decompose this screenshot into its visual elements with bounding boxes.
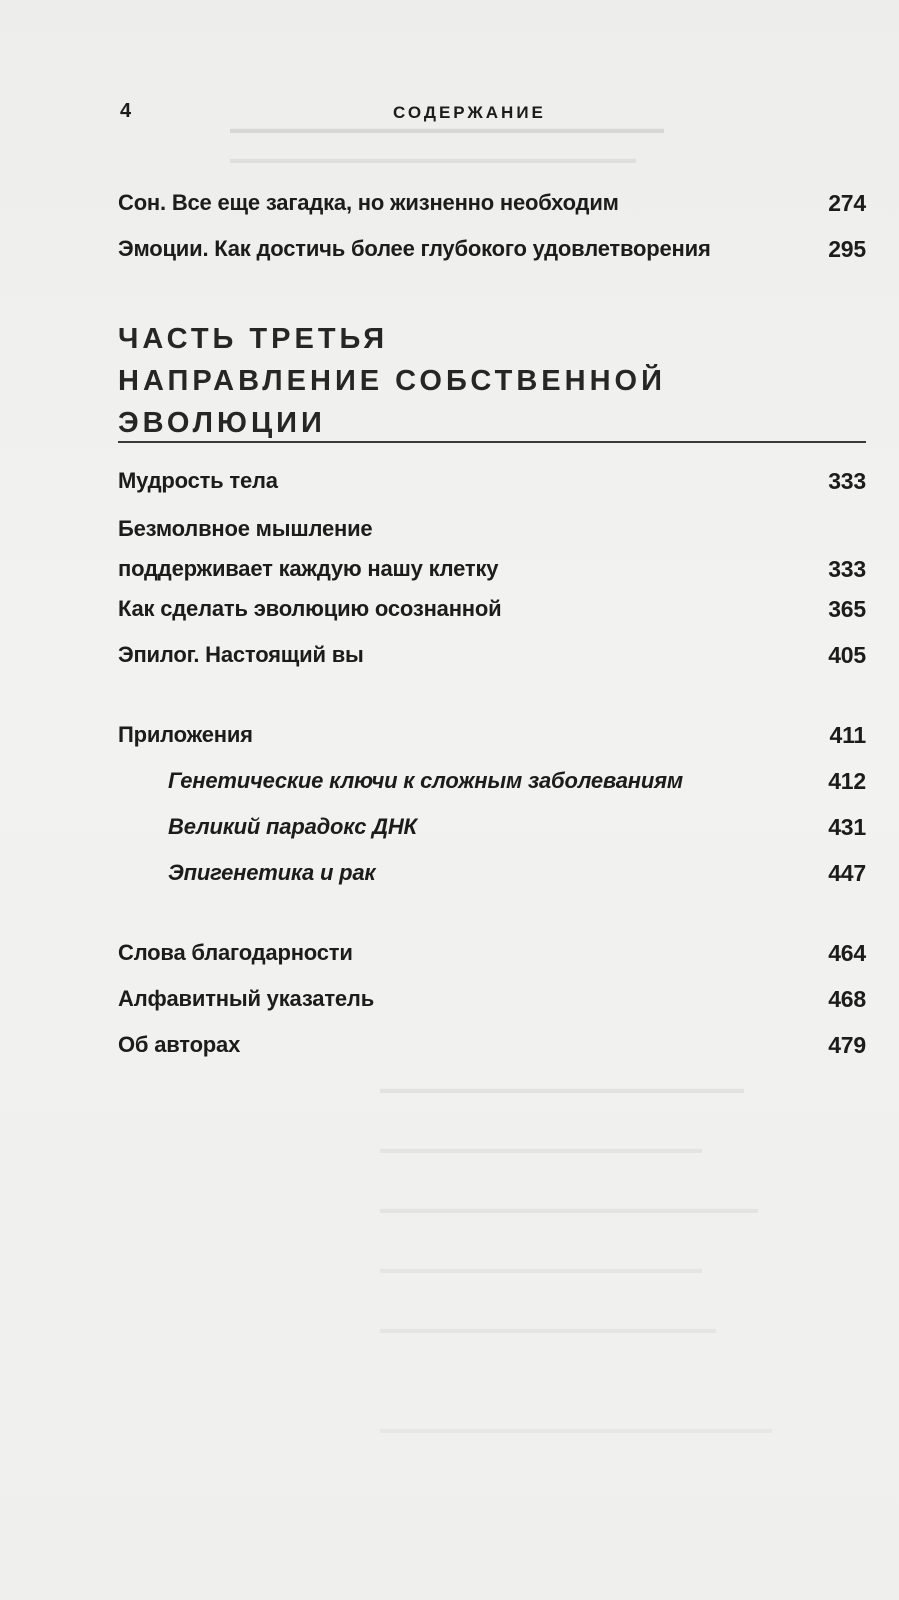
toc-entry[interactable] [118,592,866,626]
toc-entry-page: 274 [828,190,866,216]
toc-entry-page: 295 [828,236,866,262]
toc-entry-title: Сон. Все еще загадка, но жизненно необходим [118,190,619,215]
toc-entry[interactable] [118,232,866,266]
toc-entry[interactable] [118,638,866,672]
toc-entry-title: Эпилог. Настоящий вы [118,642,364,667]
toc-entry-title: Генетические ключи к сложным заболеваниям [168,768,683,793]
toc-entry-page: 411 [829,722,866,748]
toc-entry[interactable] [118,512,866,586]
toc-entry-page: 333 [828,468,866,494]
part-heading-line: ЧАСТЬ ТРЕТЬЯ [118,323,389,355]
show-through-text: ▬▬▬▬▬▬▬▬▬▬▬▬▬▬▬▬▬▬▬▬▬▬▬▬▬▬▬▬▬▬▬ [230,120,664,136]
toc-entry-page: 412 [828,768,866,794]
part-heading-line: НАПРАВЛЕНИЕ СОБСТВЕННОЙ [118,365,666,397]
toc-entry[interactable] [118,1028,866,1062]
toc-entry-page: 479 [828,1032,866,1058]
toc-entry[interactable] [118,464,866,498]
toc-entry-title: Об авторах [118,1032,241,1057]
show-through-text: ▬▬▬▬▬▬▬▬▬▬▬▬▬▬▬▬▬▬▬▬▬▬▬▬▬▬▬▬▬ [230,150,636,166]
toc-entry-page: 405 [828,642,866,668]
toc-entry-page: 447 [828,860,866,886]
toc-entry-page: 365 [828,596,866,622]
toc-entry-title: Безмолвное мышление [118,516,373,541]
toc-entry-title: Слова благодарности [118,940,353,965]
toc-entry[interactable] [118,936,866,970]
heading-divider [118,441,866,443]
toc-entry[interactable] [118,982,866,1016]
show-through-text: ▬▬▬▬▬▬▬▬▬▬▬▬▬▬▬▬▬▬▬▬▬▬▬▬ [380,1320,716,1336]
toc-entry-title: Эпигенетика и рак [168,860,376,885]
page-number: 4 [120,100,133,122]
toc-subentry[interactable] [168,764,866,798]
toc-entry-title: Великий парадокс ДНК [168,814,417,839]
toc-entry-title: поддерживает каждую нашу клетку [118,556,499,581]
toc-entry[interactable] [118,718,866,752]
show-through-text: ▬▬▬▬▬▬▬▬▬▬▬▬▬▬▬▬▬▬▬▬▬▬▬ [380,1260,702,1276]
toc-subentry[interactable] [168,856,866,890]
show-through-text: ▬▬▬▬▬▬▬▬▬▬▬▬▬▬▬▬▬▬▬▬▬▬▬▬▬▬▬▬ [380,1420,772,1436]
toc-entry-title: Как сделать эволюцию осознанной [118,596,502,621]
part-heading [118,318,666,444]
part-heading-line: ЭВОЛЮЦИИ [118,407,326,439]
toc-entry-page: 468 [828,986,866,1012]
running-title: СОДЕРЖАНИЕ [393,103,546,122]
show-through-text: ▬▬▬▬▬▬▬▬▬▬▬▬▬▬▬▬▬▬▬▬▬▬▬▬▬▬▬ [380,1200,758,1216]
toc-entry-title: Мудрость тела [118,468,278,493]
toc-entry-title: Приложения [118,722,253,747]
toc-entry-title: Алфавитный указатель [118,986,375,1011]
toc-subentry[interactable] [168,810,866,844]
toc-entry-page: 464 [828,940,866,966]
show-through-text: ▬▬▬▬▬▬▬▬▬▬▬▬▬▬▬▬▬▬▬▬▬▬▬ [380,1140,702,1156]
toc-entry-page: 431 [828,814,866,840]
show-through-text: ▬▬▬▬▬▬▬▬▬▬▬▬▬▬▬▬▬▬▬▬▬▬▬▬▬▬ [380,1080,744,1096]
toc-entry[interactable] [118,186,866,220]
toc-entry-page: 333 [828,556,866,582]
toc-entry-title: Эмоции. Как достичь более глубокого удовлетворения [118,236,711,261]
